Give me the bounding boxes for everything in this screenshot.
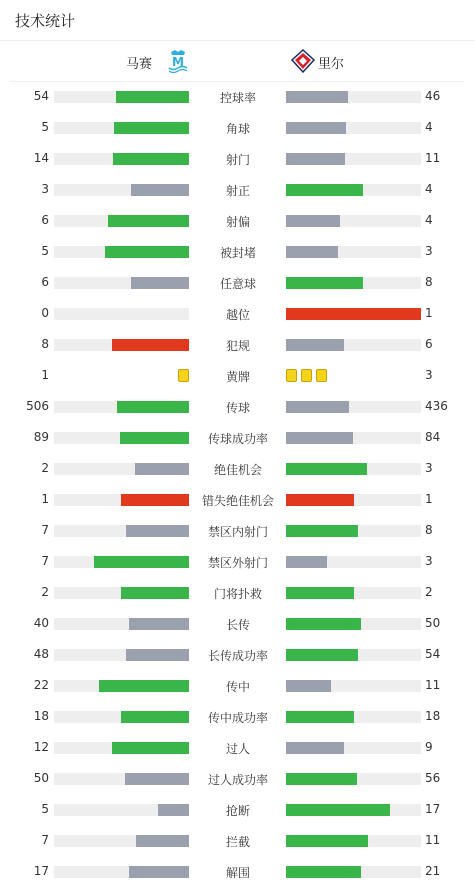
stat-row: [0, 330, 475, 361]
stat-row: [0, 82, 475, 113]
stat-label: 射偏: [225, 215, 250, 229]
stat-row: [0, 795, 475, 826]
away-bar-fill: [286, 432, 353, 444]
home-value: 17: [33, 864, 49, 878]
away-bar-track: [286, 804, 421, 816]
stat-label: 任意球: [219, 277, 256, 291]
home-bar-track: [54, 773, 189, 785]
away-value: 2: [425, 585, 433, 599]
home-bar-fill: [116, 91, 189, 103]
home-bar-fill: [113, 153, 189, 165]
home-bar-track: [54, 122, 189, 134]
stat-row: [0, 733, 475, 764]
away-bar-track: [286, 401, 421, 413]
away-cards: [286, 369, 421, 383]
home-value: 18: [33, 709, 49, 723]
home-bar-track: [54, 866, 189, 878]
away-bar-track: [286, 463, 421, 475]
home-bar-fill: [158, 804, 189, 816]
home-bar-track: [54, 215, 189, 227]
stat-label: 黄牌: [225, 370, 250, 384]
home-bar-track: [54, 401, 189, 413]
stat-label: 门将扑救: [213, 587, 262, 601]
home-value: 48: [33, 647, 49, 661]
home-cards: [54, 369, 189, 383]
away-bar-track: [286, 246, 421, 258]
away-bar-track: [286, 184, 421, 196]
stat-label: 传球成功率: [207, 432, 268, 446]
away-bar-track: [286, 773, 421, 785]
yellow-card-icon: [301, 369, 312, 382]
away-bar-track: [286, 711, 421, 723]
stat-row: [0, 826, 475, 857]
home-bar-track: [54, 463, 189, 475]
away-bar-fill: [286, 91, 348, 103]
stat-label: 错失绝佳机会: [201, 494, 274, 508]
home-bar-fill: [126, 649, 189, 661]
home-value: 1: [41, 492, 49, 506]
yellow-card-icon: [178, 369, 189, 382]
away-bar-fill: [286, 122, 346, 134]
away-value: 18: [425, 709, 441, 723]
stat-label: 被封堵: [219, 246, 256, 260]
stat-row: [0, 640, 475, 671]
away-bar-track: [286, 556, 421, 568]
away-bar-track: [286, 122, 421, 134]
away-bar-fill: [286, 494, 354, 506]
stat-row: [0, 361, 475, 392]
away-value: 17: [425, 802, 441, 816]
away-bar-track: [286, 680, 421, 692]
home-bar-track: [54, 339, 189, 351]
home-bar-fill: [129, 618, 189, 630]
home-bar-track: [54, 804, 189, 816]
stat-label: 控球率: [219, 91, 256, 105]
stat-row: [0, 237, 475, 268]
stat-row: [0, 206, 475, 237]
home-value: 5: [41, 244, 49, 258]
stat-label: 解围: [225, 866, 250, 880]
away-bar-fill: [286, 184, 363, 196]
home-value: 7: [41, 833, 49, 847]
svg-text:M: M: [172, 55, 184, 69]
home-value: 6: [41, 275, 49, 289]
stat-label: 角球: [225, 122, 250, 136]
home-bar-fill: [125, 773, 189, 785]
stat-label: 传球: [225, 401, 250, 415]
home-bar-fill: [135, 463, 189, 475]
home-bar-fill: [131, 277, 189, 289]
away-value: 8: [425, 523, 433, 537]
away-value: 11: [425, 151, 441, 165]
away-bar-fill: [286, 401, 349, 413]
stat-row: [0, 764, 475, 795]
stat-row: [0, 144, 475, 175]
home-bar-track: [54, 618, 189, 630]
stat-row: [0, 113, 475, 144]
home-value: 2: [41, 461, 49, 475]
home-bar-track: [54, 91, 189, 103]
away-bar-track: [286, 618, 421, 630]
away-bar-track: [286, 339, 421, 351]
stat-label: 传中: [225, 680, 250, 694]
stats-list: [0, 82, 475, 888]
home-bar-fill: [120, 432, 189, 444]
away-value: 4: [425, 120, 433, 134]
home-value: 7: [41, 554, 49, 568]
away-value: 46: [425, 89, 441, 103]
away-bar-track: [286, 215, 421, 227]
home-value: 506: [26, 399, 49, 413]
home-bar-fill: [121, 711, 189, 723]
home-value: 40: [33, 616, 49, 630]
home-bar-track: [54, 835, 189, 847]
home-bar-track: [54, 277, 189, 289]
home-value: 12: [33, 740, 49, 754]
away-bar-track: [286, 91, 421, 103]
away-value: 436: [425, 399, 448, 413]
home-value: 6: [41, 213, 49, 227]
away-value: 4: [425, 213, 433, 227]
home-value: 7: [41, 523, 49, 537]
home-bar-track: [54, 494, 189, 506]
stat-label: 射正: [225, 184, 250, 198]
home-bar-track: [54, 432, 189, 444]
away-value: 3: [425, 368, 433, 382]
stat-label: 长传: [225, 618, 250, 632]
away-team-name[interactable]: 里尔: [318, 57, 345, 72]
away-bar-fill: [286, 246, 338, 258]
away-bar-fill: [286, 711, 354, 723]
home-bar-fill: [108, 215, 189, 227]
away-bar-fill: [286, 773, 357, 785]
away-bar-fill: [286, 649, 358, 661]
home-value: 50: [33, 771, 49, 785]
away-bar-fill: [286, 525, 358, 537]
home-bar-fill: [114, 122, 189, 134]
stat-label: 越位: [225, 308, 250, 322]
stat-label: 传中成功率: [207, 711, 268, 725]
home-bar-fill: [99, 680, 189, 692]
away-value: 3: [425, 461, 433, 475]
away-bar-track: [286, 742, 421, 754]
home-bar-track: [54, 246, 189, 258]
home-bar-track: [54, 742, 189, 754]
away-value: 9: [425, 740, 433, 754]
home-value: 1: [41, 368, 49, 382]
away-value: 11: [425, 678, 441, 692]
marseille-crest-icon[interactable]: [167, 49, 189, 73]
stat-label: 禁区内射门: [207, 525, 268, 539]
away-bar-fill: [286, 153, 345, 165]
away-bar-track: [286, 866, 421, 878]
lille-crest-icon[interactable]: [291, 49, 315, 73]
stat-row: [0, 609, 475, 640]
stat-label: 长传成功率: [207, 649, 268, 663]
stats-header: [0, 0, 475, 41]
away-value: 3: [425, 244, 433, 258]
stat-row: [0, 578, 475, 609]
away-bar-fill: [286, 835, 368, 847]
home-value: 3: [41, 182, 49, 196]
away-value: 3: [425, 554, 433, 568]
away-bar-track: [286, 835, 421, 847]
away-bar-fill: [286, 866, 361, 878]
stat-row: [0, 299, 475, 330]
home-bar-track: [54, 556, 189, 568]
home-bar-fill: [112, 742, 189, 754]
stat-row: [0, 454, 475, 485]
stat-row: [0, 392, 475, 423]
away-bar-track: [286, 432, 421, 444]
stat-label: 绝佳机会: [213, 463, 262, 477]
stat-row: [0, 702, 475, 733]
away-bar-fill: [286, 308, 421, 320]
home-value: 5: [41, 120, 49, 134]
home-bar-track: [54, 153, 189, 165]
away-bar-fill: [286, 618, 361, 630]
away-value: 84: [425, 430, 441, 444]
home-value: 22: [33, 678, 49, 692]
home-value: 54: [33, 89, 49, 103]
away-value: 11: [425, 833, 441, 847]
home-value: 0: [41, 306, 49, 320]
away-bar-fill: [286, 277, 363, 289]
stat-row: [0, 175, 475, 206]
away-value: 50: [425, 616, 441, 630]
home-bar-track: [54, 184, 189, 196]
away-bar-fill: [286, 587, 354, 599]
yellow-card-icon: [316, 369, 327, 382]
home-bar-track: [54, 649, 189, 661]
away-bar-track: [286, 587, 421, 599]
home-value: 8: [41, 337, 49, 351]
stat-row: [0, 485, 475, 516]
stat-row: [0, 671, 475, 702]
home-value: 89: [33, 430, 49, 444]
stat-row: [0, 423, 475, 454]
stat-label: 犯规: [225, 339, 250, 353]
home-bar-fill: [131, 184, 189, 196]
away-bar-fill: [286, 339, 344, 351]
away-value: 4: [425, 182, 433, 196]
away-value: 6: [425, 337, 433, 351]
home-bar-fill: [121, 587, 189, 599]
away-bar-track: [286, 277, 421, 289]
home-value: 5: [41, 802, 49, 816]
home-bar-fill: [105, 246, 189, 258]
home-bar-track: [54, 711, 189, 723]
home-value: 2: [41, 585, 49, 599]
home-bar-track: [54, 587, 189, 599]
away-value: 8: [425, 275, 433, 289]
yellow-card-icon: [286, 369, 297, 382]
home-bar-fill: [136, 835, 189, 847]
away-bar-fill: [286, 215, 340, 227]
stat-label: 禁区外射门: [207, 556, 268, 570]
stat-row: [0, 268, 475, 299]
stat-row: [0, 857, 475, 888]
home-bar-track: [54, 525, 189, 537]
away-value: 1: [425, 492, 433, 506]
home-bar-track: [54, 680, 189, 692]
away-bar-track: [286, 525, 421, 537]
away-bar-fill: [286, 463, 367, 475]
away-bar-track: [286, 308, 421, 320]
away-bar-fill: [286, 804, 390, 816]
stat-row: [0, 547, 475, 578]
stat-row: [0, 516, 475, 547]
home-bar-fill: [94, 556, 189, 568]
home-bar-track: [54, 308, 189, 320]
home-bar-fill: [126, 525, 189, 537]
home-bar-fill: [129, 866, 189, 878]
away-bar-track: [286, 494, 421, 506]
away-bar-fill: [286, 680, 331, 692]
home-bar-fill: [112, 339, 189, 351]
away-bar-fill: [286, 742, 344, 754]
stat-label: 拦截: [225, 835, 250, 849]
away-value: 54: [425, 647, 441, 661]
away-value: 21: [425, 864, 441, 878]
home-team-name[interactable]: 马赛: [125, 57, 152, 72]
away-value: 56: [425, 771, 441, 785]
page-title: 技术统计: [15, 12, 76, 30]
home-bar-fill: [121, 494, 189, 506]
away-bar-track: [286, 153, 421, 165]
stat-label: 过人: [225, 742, 250, 756]
stat-label: 过人成功率: [207, 773, 268, 787]
away-bar-track: [286, 649, 421, 661]
stat-label: 射门: [225, 153, 250, 167]
teams-bar: [10, 41, 465, 82]
home-value: 14: [33, 151, 49, 165]
away-bar-fill: [286, 556, 327, 568]
stat-label: 抢断: [225, 804, 250, 818]
home-bar-fill: [117, 401, 189, 413]
away-value: 1: [425, 306, 433, 320]
